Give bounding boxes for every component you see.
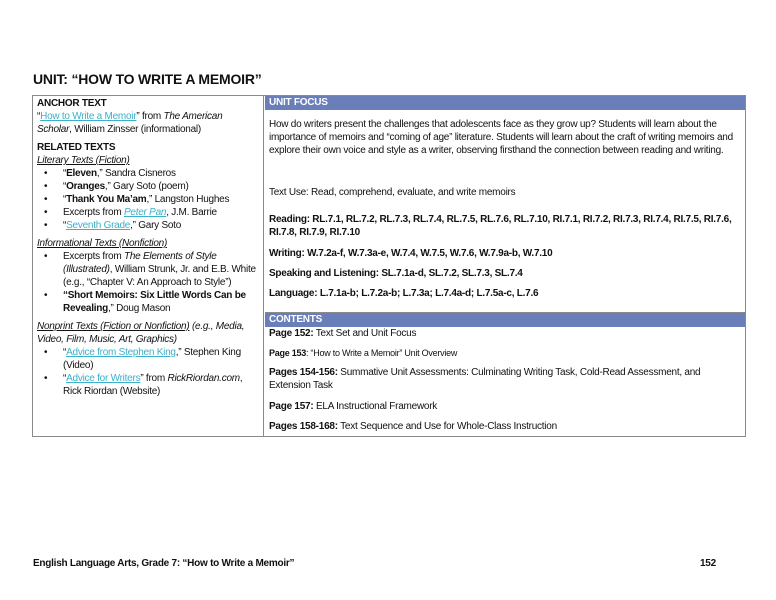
quote: “ xyxy=(37,111,41,122)
work-author: ,” Sandra Cisneros xyxy=(96,168,176,179)
unit-table xyxy=(32,95,746,437)
list-item xyxy=(63,180,259,193)
text-use-label: Text Use xyxy=(269,187,306,198)
nonprint-label xyxy=(37,320,259,346)
literary-label: Literary Texts (Fiction) xyxy=(37,155,130,166)
contents-text: Text Sequence and Use for Whole-Class Instruction xyxy=(337,421,557,432)
speaking-standards: Speaking and Listening: SL.7.1a-d, SL.7.2, SL.7.3, SL.7.4 xyxy=(269,268,523,279)
seventh-grade-link[interactable]: Seventh Grade xyxy=(66,220,131,231)
anchor-author: , William Zinsser (informational) xyxy=(69,124,201,135)
text-use xyxy=(269,186,739,199)
unit-focus-header: UNIT FOCUS xyxy=(265,96,745,110)
work-author: , Rick Riordan (Website) xyxy=(63,373,243,397)
quote: “ xyxy=(63,181,67,192)
nonprint-note: (e.g., Media, Video, Film, Music, Art, Graphics) xyxy=(37,321,245,345)
list-item xyxy=(63,289,259,315)
list-item xyxy=(63,193,259,206)
text-use-value: : Read, comprehend, evaluate, and write memoirs xyxy=(305,187,516,198)
page-ref: Page 152: xyxy=(269,328,314,339)
stephen-king-link[interactable]: Advice from Stephen King xyxy=(66,347,176,358)
list-item xyxy=(63,372,259,398)
work-author: ,” Gary Soto (poem) xyxy=(104,181,189,192)
work-author: ,” Gary Soto xyxy=(130,220,182,231)
prefix: Excerpts from xyxy=(63,207,124,218)
contents-item xyxy=(269,366,739,392)
from: ” from xyxy=(140,373,168,384)
contents-text: Text Set and Unit Focus xyxy=(313,328,417,339)
contents-text: : “How to Write a Memoir” Unit Overview xyxy=(306,348,458,358)
reading-standards: Reading: RL.7.1, RL.7.2, RL.7.3, RL.7.4, RL.7.5, RL.7.6, RL.7.10, RI.7.1, RI.7.2, RI.7.3, RI.7.4, RI.7.5, RI.7.6, RI.7.8, RI.7.9, RI.7.10 xyxy=(269,214,732,238)
focus-column xyxy=(265,96,745,436)
advice-writers-link[interactable]: Advice for Writers xyxy=(66,373,141,384)
list-item xyxy=(63,250,259,289)
quote: “ xyxy=(63,194,67,205)
list-item xyxy=(63,167,259,180)
page-number: 152 xyxy=(700,558,716,569)
website: RickRiordan.com xyxy=(167,373,240,384)
literary-list xyxy=(37,167,259,232)
quote: “ xyxy=(63,373,67,384)
page-ref: Pages 154-156: xyxy=(269,367,338,378)
contents-text: Summative Unit Assessments: Culminating Writing Task, Cold-Read Assessment, and Extension Task xyxy=(269,367,701,391)
page-ref: Page 153 xyxy=(269,348,307,358)
focus-description: How do writers present the challenges that adolescents face as they grow up? Students will learn about the importance of memoirs and “coming of age” literature. Students will learn about the craft of writing memoirs and explore their own voice and style as a writer, observing firsthand the connection between reading and writing. xyxy=(269,119,733,156)
peter-pan-link[interactable]: Peter Pan xyxy=(123,207,167,218)
contents-item xyxy=(269,327,739,340)
work-title: Eleven xyxy=(66,168,97,179)
contents-text: ELA Instructional Framework xyxy=(313,401,438,412)
unit-title: UNIT: “HOW TO WRITE A MEMOIR” xyxy=(33,71,262,87)
anchor-heading: ANCHOR TEXT xyxy=(37,98,107,109)
related-heading: RELATED TEXTS xyxy=(37,142,116,153)
contents-item xyxy=(269,347,739,360)
informational-list xyxy=(37,250,259,315)
nonprint-heading: Nonprint Texts (Fiction or Nonfiction) xyxy=(37,321,190,332)
list-item xyxy=(63,346,259,372)
contents-item xyxy=(269,400,739,413)
work-author: ,” Doug Mason xyxy=(108,303,171,314)
work-author: , William Strunk, Jr. and E.B. White (e.g., “Chapter V: An Approach to Style”) xyxy=(63,264,256,288)
page-ref: Pages 158-168: xyxy=(269,421,338,432)
footer-text: English Language Arts, Grade 7: “How to Write a Memoir” xyxy=(33,558,295,569)
contents-item xyxy=(269,420,739,433)
quote: “ xyxy=(63,168,67,179)
language-standards: Language: L.7.1a-b; L.7.2a-b; L.7.3a; L.7.4a-d; L.7.5a-c, L.7.6 xyxy=(269,288,539,299)
writing-standards: Writing: W.7.2a-f, W.7.3a-e, W.7.4, W.7.5, W.7.6, W.7.9a-b, W.7.10 xyxy=(269,248,553,259)
work-author: , J.M. Barrie xyxy=(166,207,217,218)
work-title: Thank You Ma’am xyxy=(66,194,147,205)
work-author: ,” Langston Hughes xyxy=(146,194,230,205)
work-author: ,” Stephen King (Video) xyxy=(63,347,241,371)
prefix: Excerpts from xyxy=(63,251,124,262)
nonprint-list xyxy=(37,346,259,398)
quote: “ xyxy=(63,220,67,231)
quote: “ xyxy=(63,347,67,358)
anchor-text xyxy=(37,110,259,136)
page-ref: Page 157: xyxy=(269,401,314,412)
anchor-from: ” from xyxy=(136,111,164,122)
anchor-source: The American Scholar xyxy=(37,111,223,135)
anchor-link[interactable]: How to Write a Memoir xyxy=(40,111,137,122)
contents-header: CONTENTS xyxy=(265,312,745,327)
work-title: Oranges xyxy=(66,181,105,192)
list-item xyxy=(63,206,259,219)
informational-label: Informational Texts (Nonfiction) xyxy=(37,238,168,249)
list-item xyxy=(63,219,259,232)
texts-column xyxy=(33,96,264,436)
work-title: “Short Memoirs: Six Little Words Can be Revealing xyxy=(63,290,246,314)
work-title: The Elements of Style (Illustrated) xyxy=(63,251,217,275)
